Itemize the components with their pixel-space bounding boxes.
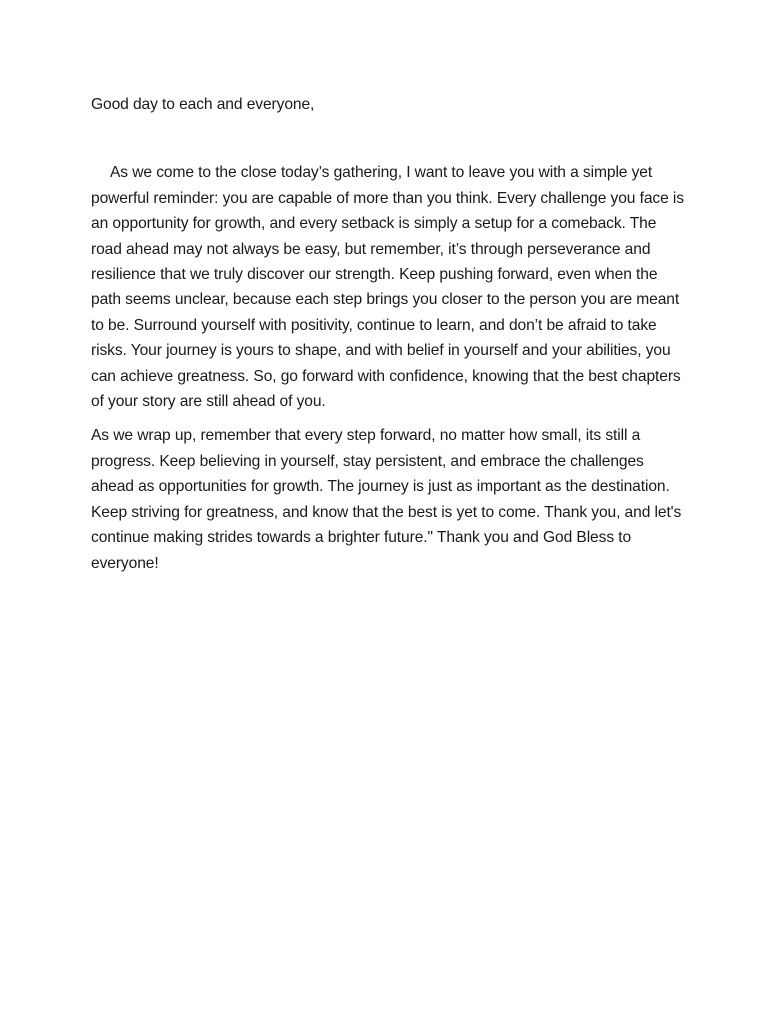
document-body [91, 92, 687, 585]
paragraph-wrap-up: As we wrap up, remember that every step forward, no matter how small, its still a progress. Keep believing in yourself, stay persistent, and embrace the challenges ahead as opportunities for growth. The journey is just as important as the destination. Keep striving for greatness, and know that the best is yet to come. Thank you, and let's continue making strides towards a brighter future." Thank you and God Bless to everyone! [91, 427, 682, 572]
paragraph-closing-reminder: As we come to the close today’s gathering, I want to leave you with a simple yet powerful reminder: you are capable of more than you think. Every challenge you face is an opportunity for growth, and every setback is simply a setup for a comeback. The road ahead may not always be easy, but remember, it’s through perseverance and resilience that we truly discover our strength. Keep pushing forward, even when the path seems unclear, because each step brings you closer to the person you are meant to be. Surround yourself with positivity, continue to learn, and don’t be afraid to take risks. Your journey is yours to shape, and with belief in yourself and your abilities, you can achieve greatness. So, go forward with confidence, knowing that the best chapters of your story are still ahead of you. [91, 164, 684, 411]
salutation: Good day to each and everyone, [91, 96, 315, 113]
